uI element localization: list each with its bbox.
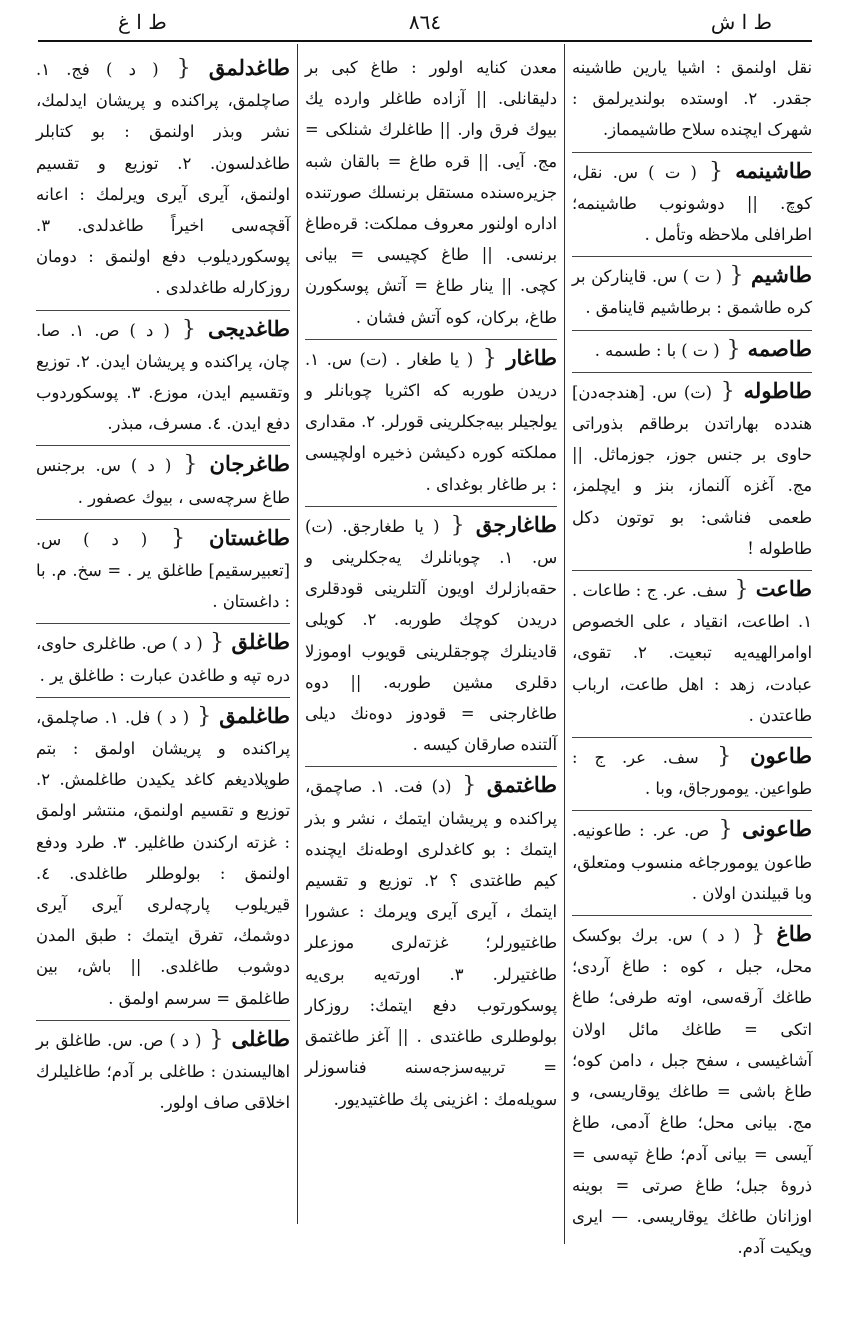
entry-brace: { [696,158,736,184]
dictionary-entry [36,1020,290,1119]
entry-brace: { [719,336,748,362]
entry-headword: طاغار [506,344,558,370]
running-head-right: ط ا ش [710,10,772,34]
page-number: ٨٦٤ [408,10,442,34]
column-divider-left [297,44,298,1224]
entry-headword: طاغ [776,921,812,947]
dictionary-entry [572,372,812,564]
dictionary-entry [305,52,557,333]
dictionary-entry [36,623,290,690]
entry-headword: طاعون [750,743,812,769]
page-header [38,10,812,36]
entry-headword: طاغدلمق [208,55,291,80]
entry-headword: طاغتمق [486,772,557,798]
entry-headword: طاغلی [231,1025,290,1051]
dictionary-entry [572,256,812,323]
entry-brace: { [740,922,777,948]
entry-definition: ( د ) ص. طاغلری حاوی، دره تپه و طاغدن عبارت : طاغلق یر . [36,634,290,685]
entry-definition: ( د ) ص. ۱. صا. چان، پراکنده و پریشان ایدن. ۲. توزیع وتقسیم ایدن، موزع. ۳. پوسکوردوب دفع ایدن. ٤. مسرف، مبذر. [36,320,290,434]
entry-brace: { [711,378,744,404]
entry-brace: { [189,703,220,729]
entry-headword: طاشینمه [735,157,813,183]
entry-brace: { [201,1026,232,1052]
entry-brace: { [708,817,743,843]
entry-definition: ص. عر. : طاعونیه. طاعون یومورجاغه منسوب ومتعلق، وبا قبیلندن اولان . [572,821,812,903]
entry-brace: { [698,744,751,770]
entry-definition: ( یا طغار . (ت) س. ۱. دریدن طوربه که اکثریا چوبانلر و یولجیلر بیه‌جکلرینی قورلر. ۲. مقداری مملکته کوره دکیشن ذخیره اولچیسی : بر طاغار بوغدای . [305,349,557,494]
entry-brace: { [202,630,232,656]
entry-definition: (د) فت. ۱. صاچمق، پراکنده و پریشان ایتمك ، نشر و بذر ایتمك : بو کاغدلری اوطه‌نك ایچنده کیم طاغتدی ؟ ۲. توزیع و تقسیم ایتمك ، آیری آیری ویرمك : عشورا طاغتیورلر؛ غزته‌لری موزعلر طاغتیرلر. ۳. اورته‌یه بری‌یه پوسکورتوب دفع ایتمك: روزکار بولوطلری طاغتدی . || آغز طاغتمق = تربیه‌سزجه‌سنه فناسوزلر سویله‌مك : اغزینی پك طاغتیدیور. [305,777,557,1109]
entry-headword: طاغارجق [475,511,557,537]
entry-definition: ( د ) س. برجنس طاغ سرچه‌سی ، بیوك عصفور . [36,456,290,507]
entry-brace: { [169,316,208,342]
dictionary-entry [305,766,557,1114]
dictionary-entry [572,52,812,146]
dictionary-entry [36,697,290,1014]
dictionary-entry [572,330,812,366]
dictionary-entry [36,310,290,440]
entry-headword: طاغرجان [209,451,290,477]
running-head-left: ط ا غ [118,10,167,34]
entry-definition: ( ت ) س. قاینارکن بر کره طاشمق : برطاشیم قاینامق . [572,267,812,318]
entry-definition: ( د ) ص. س. طاغلق بر اهالیسندن : طاغلی بر آدم؛ طاغلیلرك اخلاقی صاف اولور. [36,1030,290,1113]
column-left [36,52,290,1232]
entry-definition: ( یا طغارجق. (ت) س. ۱. چوبانلرك یه‌جکلرینی و حقه‌بازلرك اویون آلتلرینی قودقلری دریدن کوچك طوربه. ۲. کویلی قادینلرك چوجقلرینی قویوب اوموزلا دقلری مشین طوربه. || دوه طاغارجنی = قودوز دوه‌نك دیلی آلتنده صارقان کیسه . [305,516,557,755]
entry-brace: { [473,345,507,371]
entry-headword: طاشیم [750,262,813,288]
entry-headword: طاغدیجی [207,315,291,341]
dictionary-entry [36,52,290,304]
entry-definition: سف. عر. ج : طواعین. یومورجاق، وبا . [572,748,812,799]
column-right [572,52,813,1258]
entry-definition: سف. عر. ج : طاعات . ۱. اطاعت، انقیاد ، علی الخصوص اوامرالهیه‌یه تبعیت. ۲. تقوی، عبادت، زهد : اهل طاعت، ارباب طاعتدن . [572,581,813,725]
entry-definition: ( ت ) با : طسمه . [594,340,720,360]
entry-definition: معدن کنایه اولور : طاغ کبی بر دلیقانلی. || آزاده طاغلر وارده یك بیوك فرق وار. || طاغلرك شنلکی = مج. آیی. || قره طاغ = بالقان شبه جزیره‌سنده مستقل برنسلك صورتنده اداره اولنور معروف مملکت: قره‌طاغ برنسی. || طاغ کچیسی = بیانی کچی. || ینار طاغ = آتش پوسکورن طاغ، برکان، کوه آتش فشان . [305,58,557,327]
entry-headword: طاصمه [747,335,812,361]
dictionary-entry [305,339,557,500]
entry-headword: طاغلق [231,629,290,655]
entry-definition: ( د ) س. [تعبیرسقیم] طاغلق یر . = سخ. م. با : داغستان . [36,529,290,612]
column-divider-right [564,44,565,1244]
entry-definition: ( د ) فج. ۱. صاچلمق، پراکنده و پریشان ایدلمك، نشر وبذر اولنمق : بو کتابلر طاغدلسون. ۲. توزیع و تقسیم اولنمق، آیری آیری ویرلمك : اعانه آقچه‌سی اخیراً طاغدلدی. ۳. پوسکوردیلوب دفع اولنمق : دومان روزکارله طاغدلدی . [36,60,290,298]
dictionary-entry [305,506,557,761]
dictionary-entry [572,737,812,804]
entry-brace: { [451,773,487,799]
entry-brace: { [439,512,476,538]
entry-brace: { [722,263,751,289]
entry-brace: { [158,56,209,81]
entry-brace: { [171,452,210,478]
entry-brace: { [147,525,210,551]
entry-definition: ( د ) فل. ۱. صاچلمق، پراکنده و پریشان اولمق : بتم طوپلادیغم کاغد یکیدن طاغلمش. ۲. توزیع و تقسیم اولنمق، منتشر اولمق : غزته ارکندن طاغلیر. ۳. طرد ودفع اولنمق : بولوطلر طاغلدی. ٤. قیریلوب پارچه‌لری آیری آیری دوشمك، تفرق ایتمك : طبق المدن دوشوب طاغلدی. || باش، بین طاغلمق = سرسم اولمق . [36,707,290,1008]
dictionary-entry [572,810,812,909]
entry-headword: طاعونی [742,816,813,842]
entry-definition: نقل اولنمق : اشیا یارین طاشینه جقدر. ۲. اوستده بولندیرلمق : شهرک ایچنده سلاح طاشیمماز. [572,58,812,140]
entry-definition: ( د ) س. برك بوکسک محل، جبل ، کوه : طاغ آردی؛ طاغك آرقه‌سی، اوته طرفی؛ طاغ اتکی = طاغك مائل اولان آشاغیسی ، سفح جبل ، دامن کوه؛ طاغ باشی = طاغك یوقاریسی، و مج. بیانی محل؛ طاغ آدمی، طاغ آیسی = بیانی آدم؛ طاغ تپه‌سی = ذروهٔ جبل؛ طاغ صرتی = بوینه اوزانان طاغك یوقاریسی. — ایری ویکیت آدم. [572,926,812,1258]
entry-headword: طاعت [755,576,813,602]
entry-headword: طاغلمق [219,702,290,728]
entry-definition: (ت) س. [هندجه‌دن] هندده بهاراتدن برطاقم بذوراتی حاوی بر جنس جوز، جوزماثل. || مج. آغزه آلنماز، بنز و ایچلمز، طعمی فناشی: بو توتون دکل طاطوله ! [572,382,812,558]
column-middle [305,52,557,1232]
entry-brace: { [727,577,756,603]
dictionary-entry [36,445,290,512]
header-rule [38,40,812,42]
dictionary-entry [36,519,290,618]
entry-headword: طاغستان [209,524,291,550]
dictionary-entry [572,570,812,731]
entry-headword: طاطوله [743,377,813,403]
dictionary-entry [572,915,812,1263]
entry-definition: ( ت ) س. نقل، کوچ. || دوشونوب طاشینمه؛ اطرافلی ملاحظه وتأمل . [572,162,812,245]
dictionary-entry [572,152,812,251]
